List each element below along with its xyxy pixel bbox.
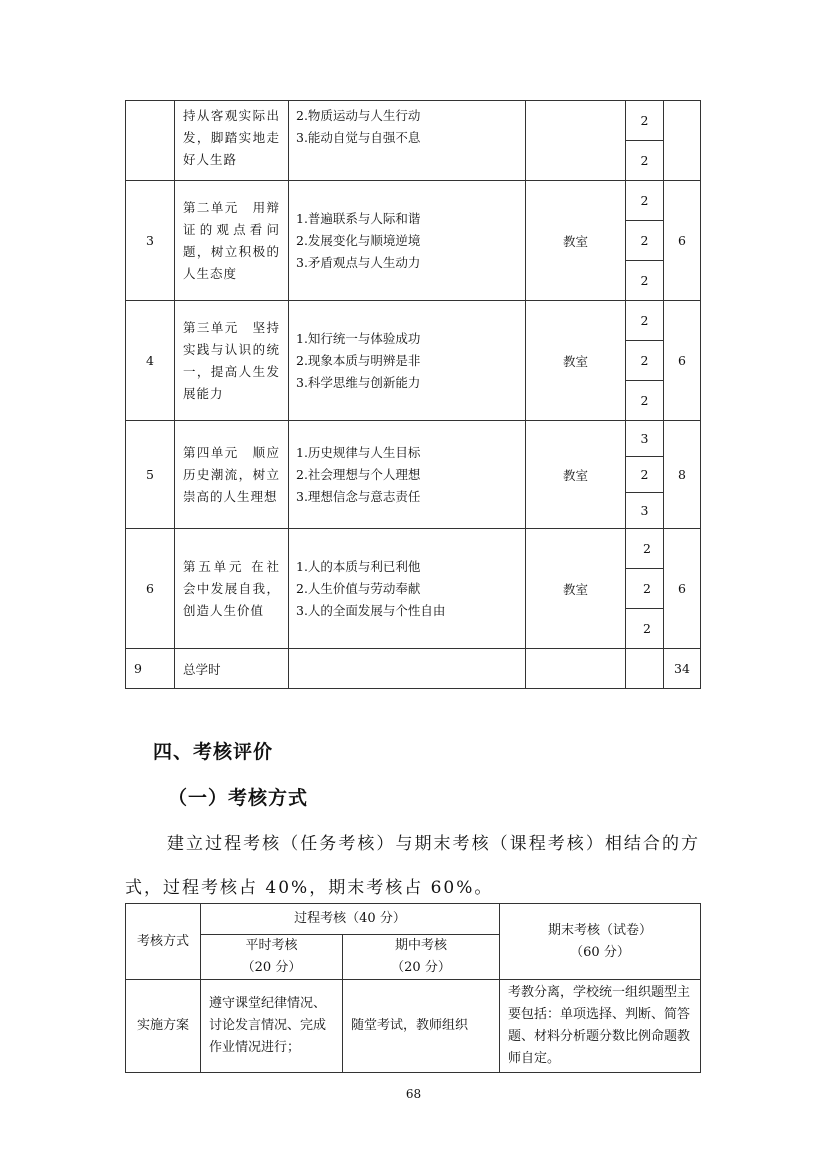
regular-score: （20 分） bbox=[241, 960, 302, 975]
table-row bbox=[126, 301, 701, 341]
total-hours-cell bbox=[664, 101, 701, 181]
final-label: 期末考核（试卷） bbox=[547, 922, 652, 938]
hours-cell: 2 bbox=[626, 457, 664, 493]
schedule-table bbox=[125, 100, 701, 689]
table-row bbox=[126, 181, 701, 221]
total-row bbox=[126, 649, 701, 689]
hours-cell: 2 bbox=[626, 609, 664, 649]
place-cell: 教室 bbox=[526, 529, 626, 649]
plan-label: 实施方案 bbox=[126, 980, 201, 1073]
row-number: 4 bbox=[126, 301, 175, 421]
midterm-label: 期中考核 bbox=[394, 938, 447, 953]
unit-title: 第五单元 在社会中发展自我，创造人生价值 bbox=[175, 529, 289, 649]
row-number bbox=[126, 101, 175, 181]
section-title: 四、考核评价 bbox=[153, 741, 274, 763]
topic-item: 2.发展变化与顺境逆境 bbox=[296, 232, 421, 248]
topic-item: 3.科学思维与创新能力 bbox=[296, 374, 421, 390]
unit-title: 第四单元 顺应历史潮流，树立崇高的人生理想 bbox=[175, 421, 289, 529]
assessment-table bbox=[125, 903, 701, 1073]
unit-title: 第三单元 坚持实践与认识的统一，提高人生发展能力 bbox=[175, 301, 289, 421]
topic-item: 1.人的本质与利已利他 bbox=[296, 558, 421, 574]
topic-list bbox=[289, 529, 526, 649]
process-header: 过程考核（40 分） bbox=[201, 904, 500, 935]
page-number: 68 bbox=[405, 1087, 422, 1101]
final-header bbox=[500, 904, 701, 980]
place-cell: 教室 bbox=[526, 301, 626, 421]
final-score: （60 分） bbox=[570, 944, 630, 960]
row-number: 6 bbox=[126, 529, 175, 649]
hours-cell: 3 bbox=[626, 421, 664, 457]
place-cell bbox=[526, 101, 626, 181]
total-hours-cell: 6 bbox=[664, 529, 701, 649]
topic-item: 2.人生价值与劳动奉献 bbox=[296, 580, 421, 596]
grand-total: 34 bbox=[664, 649, 701, 689]
total-hours-cell: 6 bbox=[664, 181, 701, 301]
unit-title: 第二单元 用辩证的观点看问题，树立积极的人生态度 bbox=[175, 181, 289, 301]
topic-list bbox=[289, 101, 526, 181]
subsection-title: （一）考核方式 bbox=[168, 787, 309, 809]
body-paragraph: 建立过程考核（任务考核）与期末考核（课程考核）相结合的方式，过程考核占 40%，期末考核占 60%。 bbox=[125, 834, 700, 898]
row-number: 3 bbox=[126, 181, 175, 301]
topic-item: 3.矛盾观点与人生动力 bbox=[296, 254, 421, 270]
hours-cell: 2 bbox=[626, 529, 664, 569]
place-cell: 教室 bbox=[526, 181, 626, 301]
midterm-score: （20 分） bbox=[391, 960, 451, 975]
table-row bbox=[126, 904, 701, 935]
hours-cell: 2 bbox=[626, 221, 664, 261]
total-hours-cell: 8 bbox=[664, 421, 701, 529]
hours-cell: 2 bbox=[626, 341, 664, 381]
topic-list bbox=[289, 181, 526, 301]
hours-cell: 2 bbox=[626, 381, 664, 421]
topic-item: 2.社会理想与个人理想 bbox=[296, 466, 421, 482]
total-label: 总学时 bbox=[175, 649, 289, 689]
table-row bbox=[126, 421, 701, 457]
midterm-header bbox=[343, 935, 500, 980]
topic-item: 1.历史规律与人生目标 bbox=[296, 444, 421, 460]
place-cell: 教室 bbox=[526, 421, 626, 529]
row-number: 9 bbox=[126, 649, 175, 689]
topic-item: 2.现象本质与明辨是非 bbox=[296, 352, 421, 368]
table-row bbox=[126, 980, 701, 1073]
topic-item: 2.物质运动与人生行动 bbox=[296, 108, 421, 123]
regular-header bbox=[201, 935, 343, 980]
hours-cell: 2 bbox=[626, 569, 664, 609]
regular-plan: 遵守课堂纪律情况、讨论发言情况、完成作业情况进行； bbox=[201, 980, 343, 1073]
table-row bbox=[126, 101, 701, 141]
row-number: 5 bbox=[126, 421, 175, 529]
topic-item: 3.能动自觉与自强不息 bbox=[296, 130, 421, 145]
hours-cell: 2 bbox=[626, 141, 664, 181]
hours-cell: 2 bbox=[626, 301, 664, 341]
hours-cell: 3 bbox=[626, 493, 664, 529]
topic-item: 1.普遍联系与人际和谐 bbox=[296, 210, 421, 226]
hours-cell: 2 bbox=[626, 181, 664, 221]
final-plan: 考教分离，学校统一组织题型主要包括：单项选择、判断、简答题、材料分析题分数比例命题教师自定。 bbox=[500, 980, 701, 1073]
topic-item: 3.人的全面发展与个性自由 bbox=[296, 602, 446, 618]
topic-item: 3.理想信念与意志责任 bbox=[296, 488, 421, 504]
topic-list bbox=[289, 421, 526, 529]
table-row bbox=[126, 529, 701, 569]
unit-title: 持从客观实际出发，脚踏实地走好人生路 bbox=[175, 101, 289, 181]
total-hours-cell: 6 bbox=[664, 301, 701, 421]
hours-cell: 2 bbox=[626, 261, 664, 301]
topic-item: 1.知行统一与体验成功 bbox=[296, 330, 421, 346]
hours-cell: 2 bbox=[626, 101, 664, 141]
method-header: 考核方式 bbox=[126, 904, 201, 980]
midterm-plan: 随堂考试，教师组织 bbox=[343, 980, 500, 1073]
topic-list bbox=[289, 301, 526, 421]
regular-label: 平时考核 bbox=[245, 938, 298, 953]
